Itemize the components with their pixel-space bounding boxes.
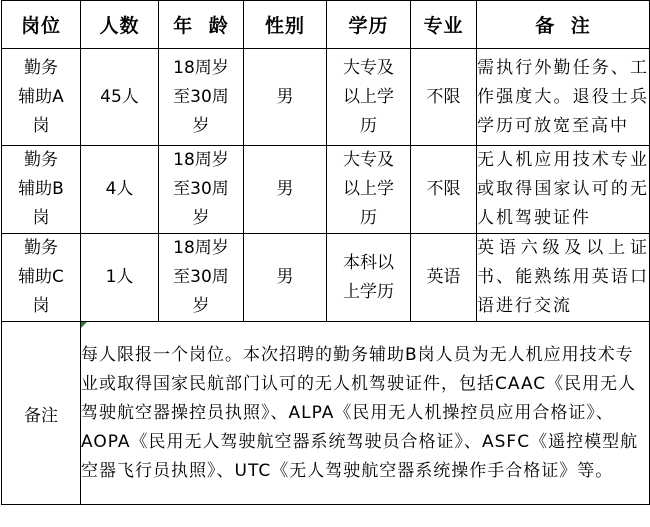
cell-education: 大专及以上学历 xyxy=(327,49,411,146)
cell-major: 英语 xyxy=(411,234,477,322)
note-text: 每人限报一个岗位。本次招聘的勤务辅助B岗人员为无人机应用技术专业或取得国家民航部门认可的无人机驾驶证件，包括CAAC《民用无人驾驶航空器操控员执照》、ALPA《民用无人机操控员应用合格证》、AOPA《民用无人驾驶航空器系统驾驶员合格证》、ASFC《遥控模型航空器飞行员执照》、UTC《无人驾驶航空器系统操作手合格证》等。 xyxy=(81,344,639,481)
cell-age: 18周岁至30周岁 xyxy=(159,146,244,234)
note-row xyxy=(2,322,650,505)
cell-position: 勤务辅助C岗 xyxy=(2,234,81,322)
cell-major: 不限 xyxy=(411,146,477,234)
table-row xyxy=(2,146,650,234)
cell-education: 本科以上学历 xyxy=(327,234,411,322)
cell-remark: 需执行外勤任务、工作强度大。退役士兵学历可放宽至高中 xyxy=(477,49,650,146)
comment-marker-icon xyxy=(81,322,87,328)
cell-position: 勤务辅助B岗 xyxy=(2,146,81,234)
cell-gender: 男 xyxy=(244,49,327,146)
header-remark: 备 注 xyxy=(477,1,650,49)
cell-count: 45人 xyxy=(81,49,159,146)
cell-major: 不限 xyxy=(411,49,477,146)
header-education: 学历 xyxy=(327,1,411,49)
table-row xyxy=(2,49,650,146)
cell-remark: 英语六级及以上证书、能熟练用英语口语进行交流 xyxy=(477,234,650,322)
header-position: 岗位 xyxy=(2,1,81,49)
cell-gender: 男 xyxy=(244,146,327,234)
note-label: 备注 xyxy=(2,322,81,505)
cell-age: 18周岁至30周岁 xyxy=(159,49,244,146)
table-row xyxy=(2,234,650,322)
cell-gender: 男 xyxy=(244,234,327,322)
recruitment-table xyxy=(1,0,650,505)
cell-count: 1人 xyxy=(81,234,159,322)
cell-position: 勤务辅助A岗 xyxy=(2,49,81,146)
cell-age: 18周岁至30周岁 xyxy=(159,234,244,322)
header-row xyxy=(2,1,650,49)
cell-count: 4人 xyxy=(81,146,159,234)
header-major: 专业 xyxy=(411,1,477,49)
note-text-cell xyxy=(81,322,650,505)
header-count: 人数 xyxy=(81,1,159,49)
cell-remark: 无人机应用技术专业或取得国家认可的无人机驾驶证件 xyxy=(477,146,650,234)
cell-education: 大专及以上学历 xyxy=(327,146,411,234)
header-age: 年 龄 xyxy=(159,1,244,49)
header-gender: 性别 xyxy=(244,1,327,49)
